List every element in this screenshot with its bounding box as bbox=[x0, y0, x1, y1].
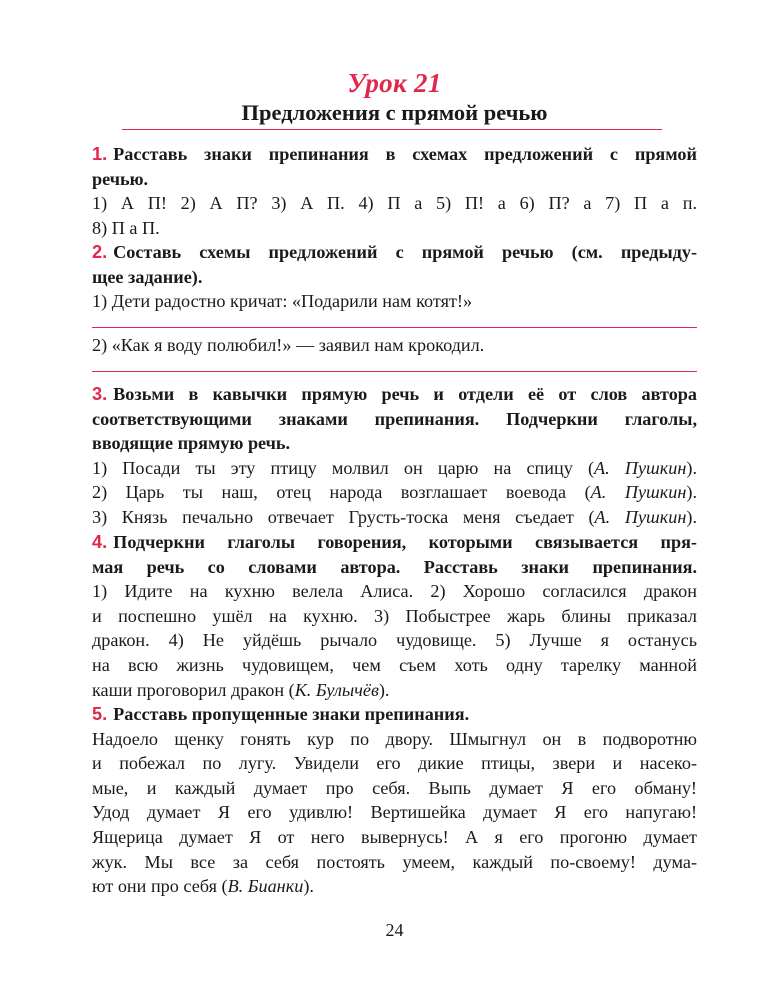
sentence: 2) «Как я воду полюбил!» — заявил нам крокодил. bbox=[92, 335, 485, 355]
task-instruction: Расставь знаки препинания в схемах предложений с прямой bbox=[113, 144, 697, 164]
task-number: 2. bbox=[92, 242, 108, 262]
workbook-page bbox=[92, 0, 697, 1001]
page-number: 24 bbox=[385, 920, 404, 940]
author-name: В. Бианки bbox=[227, 876, 304, 897]
author-name: А. Пушкин bbox=[594, 457, 687, 478]
text-line: 1) Идите на кухню велела Алиса. 2) Хорошо согласился дракон bbox=[92, 581, 697, 602]
text-line: и побежал по лугу. Увидели его дикие птицы, звери и насеко- bbox=[92, 753, 697, 774]
task-number: 3. bbox=[92, 384, 108, 404]
task-instruction: соответствующими знаками препинания. Подчеркни глаголы, bbox=[92, 408, 697, 429]
sentence: 2) Царь ты наш, отец народа возглашает воевода (А. Пушкин). bbox=[92, 482, 698, 503]
task-instruction: щее задание). bbox=[92, 266, 203, 287]
author-name: К. Булычёв bbox=[294, 679, 379, 700]
task-5 bbox=[92, 702, 697, 899]
task-2 bbox=[92, 240, 697, 314]
task-number: 4. bbox=[92, 532, 108, 552]
text-line: Ящерица думает Я от него вывернусь! А я его прогоню думает bbox=[92, 826, 697, 847]
task-2-item-2 bbox=[92, 333, 697, 358]
sentence: 1) Посади ты эту птицу молвил он царю на спицу (А. Пушкин). bbox=[92, 457, 697, 478]
author-name: А. Пушкин bbox=[594, 506, 687, 527]
task-instruction: Составь схемы предложений с прямой речью (см. предыду- bbox=[113, 242, 697, 262]
task-instruction: Подчеркни глаголы говорения, которыми связывается пря- bbox=[113, 532, 697, 552]
lesson-topic: Предложения с прямой речью bbox=[241, 100, 548, 125]
answer-line bbox=[92, 327, 697, 328]
task-4 bbox=[92, 530, 697, 702]
scheme-line: 1) А П! 2) А П? 3) А П. 4) П а 5) П! а 6) П? а 7) П а п. bbox=[92, 193, 697, 214]
task-instruction: мая речь со словами автора. Расставь знаки препинания. bbox=[92, 556, 697, 577]
text-line: мые, и каждый думает про себя. Выпь думает Я его обману! bbox=[92, 777, 697, 798]
text-line: Надоело щенку гонять кур по двору. Шмыгнул он в подворотню bbox=[92, 728, 697, 749]
text-line: на всю жизнь чудовищем, чем съем хоть одну тарелку манной bbox=[92, 654, 697, 675]
task-1 bbox=[92, 142, 697, 240]
task-3 bbox=[92, 382, 697, 530]
title-divider bbox=[122, 129, 662, 130]
text-line: Удод думает Я его удивлю! Вертишейка думает Я его напугаю! bbox=[92, 802, 697, 823]
answer-line bbox=[92, 371, 697, 372]
task-number: 5. bbox=[92, 704, 108, 724]
text-line: дракон. 4) Не уйдёшь рычало чудовище. 5) Лучше я останусь bbox=[92, 630, 697, 651]
sentence: 3) Князь печально отвечает Грусть-тоска меня съедает (А. Пушкин). bbox=[92, 506, 697, 527]
text-line: и поспешно ушёл на кухню. 3) Побыстрее жарь блины приказал bbox=[92, 605, 697, 626]
task-instruction: Возьми в кавычки прямую речь и отдели её от слов автора bbox=[113, 384, 697, 404]
lesson-title: Урок 21 bbox=[347, 68, 442, 98]
task-number: 1. bbox=[92, 144, 108, 164]
sentence: 1) Дети радостно кричат: «Подарили нам котят!» bbox=[92, 291, 473, 312]
author-name: А. Пушкин bbox=[590, 482, 687, 503]
task-instruction: речью. bbox=[92, 168, 149, 189]
task-instruction: вводящие прямую речь. bbox=[92, 433, 291, 454]
text-line: каши проговорил дракон (К. Булычёв). bbox=[92, 679, 390, 700]
task-instruction: Расставь пропущенные знаки препинания. bbox=[113, 704, 470, 724]
text-line: ют они про себя (В. Бианки). bbox=[92, 876, 314, 897]
scheme-line: 8) П а П. bbox=[92, 217, 160, 238]
text-line: жук. Мы все за себя постоять умеем, каждый по-своему! дума- bbox=[92, 851, 697, 872]
